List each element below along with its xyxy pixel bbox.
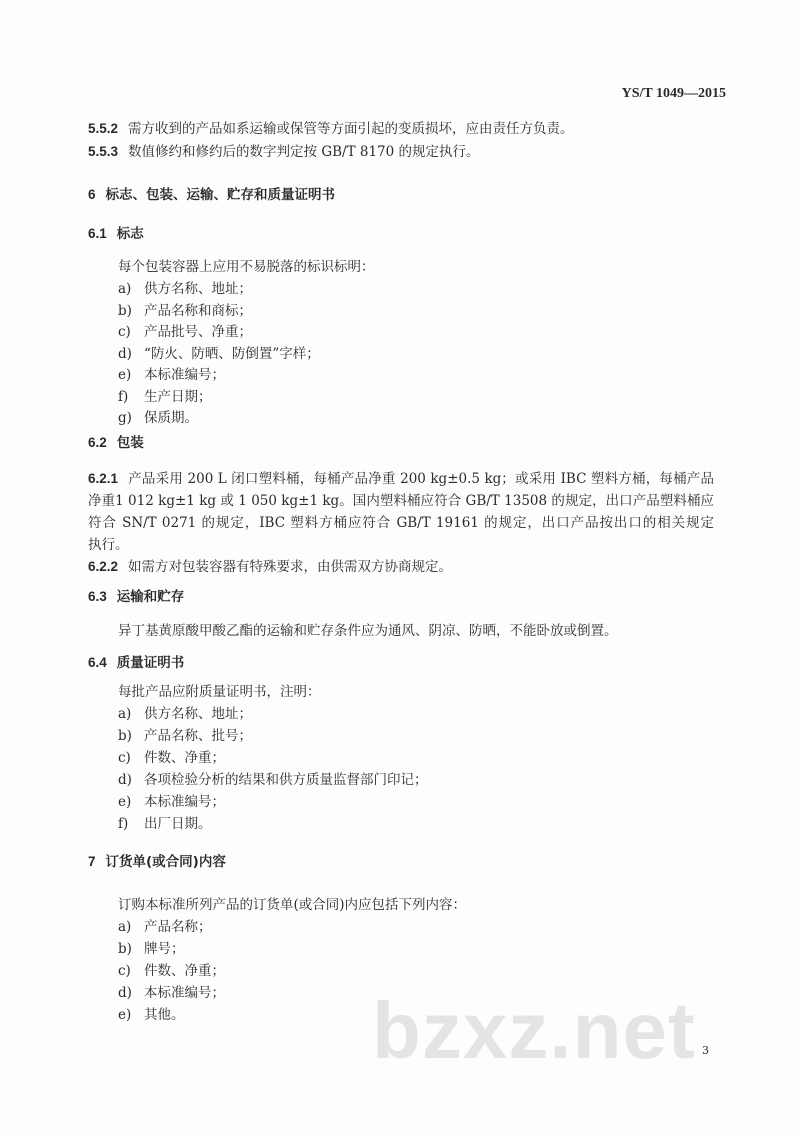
list-text: 出厂日期。 — [144, 816, 212, 832]
clause-number: 6.2.1 — [88, 471, 119, 486]
clause-5-5-3 — [88, 143, 480, 161]
list-item — [118, 366, 225, 384]
list-text: 保质期。 — [144, 410, 198, 426]
list-text: 牌号； — [144, 941, 185, 957]
storage-text: 异丁基黄原酸甲酸乙酯的运输和贮存条件应为通风、阴凉、防晒，不能卧放或倒置。 — [118, 623, 618, 639]
clause-number: 5.5.3 — [88, 144, 119, 159]
clause-text: 数值修约和修约后的数字判定按 GB/T 8170 的规定执行。 — [128, 144, 480, 160]
list-item — [118, 705, 252, 723]
list-item — [118, 940, 185, 958]
list-item — [118, 815, 212, 833]
list-label: a) — [118, 706, 132, 722]
list-label: b) — [118, 728, 132, 744]
section-title: 质量证明书 — [116, 655, 185, 671]
section-number: 6.2 — [88, 435, 107, 450]
marking-intro: 每个包装容器上应用不易脱落的标识标明： — [118, 259, 375, 275]
list-item — [118, 749, 225, 767]
list-item — [118, 984, 225, 1002]
list-item — [118, 727, 252, 745]
list-label: a) — [118, 919, 132, 935]
list-item — [118, 345, 320, 363]
list-label: f) — [118, 388, 129, 405]
list-label: d) — [118, 345, 132, 362]
list-label: a) — [118, 281, 132, 297]
list-label: f) — [118, 816, 129, 832]
list-text: 本标准编号； — [144, 794, 225, 810]
certificate-intro: 每批产品应附质量证明书，注明： — [118, 684, 321, 700]
watermark: bzxz.net — [372, 986, 696, 1075]
order-intro: 订购本标准所列产品的订货单(或合同)内应包括下列内容： — [118, 897, 467, 913]
list-label: c) — [118, 750, 131, 766]
list-text: “防火、防晒、防倒置”字样； — [144, 345, 320, 362]
standard-header: YS/T 1049—2015 — [621, 86, 726, 101]
list-item — [118, 918, 212, 936]
section-number: 6 — [88, 187, 96, 202]
list-text: 供方名称、地址； — [144, 706, 252, 722]
clause-6-2-1-line: 符合 SN/T 0271 的规定，IBC 塑料方桶应符合 GB/T 19161 的规定，出口产品按出口的相关规定 — [88, 515, 714, 531]
list-label: b) — [118, 941, 132, 957]
section-number: 7 — [88, 854, 96, 869]
clause-number: 6.2.2 — [88, 559, 119, 574]
section-6-3-heading — [88, 588, 184, 606]
list-item — [118, 793, 225, 811]
list-item — [118, 962, 225, 980]
list-text: 生产日期； — [144, 388, 212, 405]
page-number: 3 — [702, 1044, 709, 1057]
section-title: 运输和贮存 — [116, 589, 185, 605]
clause-5-5-2 — [88, 120, 574, 138]
list-item — [118, 771, 428, 789]
list-item — [118, 302, 252, 320]
list-label: c) — [118, 963, 131, 979]
list-text: 各项检验分析的结果和供方质量监督部门印记； — [144, 772, 428, 788]
list-text: 产品名称、批号； — [144, 728, 252, 744]
list-label: d) — [118, 985, 132, 1001]
section-title: 包装 — [116, 435, 144, 451]
list-item — [118, 323, 252, 341]
list-label: g) — [118, 410, 132, 426]
section-title: 标志、包装、运输、贮存和质量证明书 — [105, 187, 336, 203]
list-text: 件数、净重； — [144, 750, 225, 766]
clause-number: 5.5.2 — [88, 121, 119, 136]
list-text: 本标准编号； — [144, 367, 225, 383]
clause-text: 如需方对包装容器有特殊要求，由供需双方协商规定。 — [128, 559, 453, 575]
clause-text: 需方收到的产品如系运输或保管等方面引起的变质损坏，应由责任方负责。 — [128, 121, 574, 137]
list-text: 供方名称、地址； — [144, 281, 252, 297]
clause-6-2-1-line — [88, 470, 714, 488]
clause-text: 产品采用 200 L 闭口塑料桶，每桶产品净重 200 kg±0.5 kg；或采用 IBC 塑料方桶，每桶产品 — [128, 471, 714, 487]
list-item — [118, 1006, 185, 1024]
list-item — [118, 409, 198, 427]
clause-6-2-1-line: 净重1 012 kg±1 kg 或 1 050 kg±1 kg。国内塑料桶应符合 GB/T 13508 的规定，出口产品塑料桶应 — [88, 493, 714, 509]
list-text: 产品名称； — [144, 919, 212, 935]
section-7-heading — [88, 853, 226, 871]
list-text: 本标准编号； — [144, 985, 225, 1001]
list-item — [118, 388, 212, 406]
list-label: c) — [118, 324, 131, 340]
section-number: 6.4 — [88, 655, 107, 670]
section-number: 6.3 — [88, 589, 107, 604]
section-6-4-heading — [88, 654, 184, 672]
list-label: e) — [118, 367, 132, 383]
section-6-2-heading — [88, 434, 144, 452]
list-text: 其他。 — [144, 1007, 185, 1023]
list-item — [118, 280, 252, 298]
list-text: 产品批号、净重； — [144, 324, 252, 340]
section-6-heading — [88, 186, 335, 204]
list-label: e) — [118, 794, 132, 810]
section-number: 6.1 — [88, 226, 107, 241]
list-text: 产品名称和商标； — [144, 302, 252, 319]
section-title: 标志 — [116, 226, 144, 242]
list-label: b) — [118, 302, 132, 319]
clause-6-2-2 — [88, 558, 452, 576]
section-6-1-heading — [88, 225, 144, 243]
section-title: 订货单(或合同)内容 — [105, 854, 226, 870]
list-text: 件数、净重； — [144, 963, 225, 979]
list-label: d) — [118, 772, 132, 788]
clause-6-2-1-line: 执行。 — [88, 537, 129, 553]
list-label: e) — [118, 1007, 132, 1023]
